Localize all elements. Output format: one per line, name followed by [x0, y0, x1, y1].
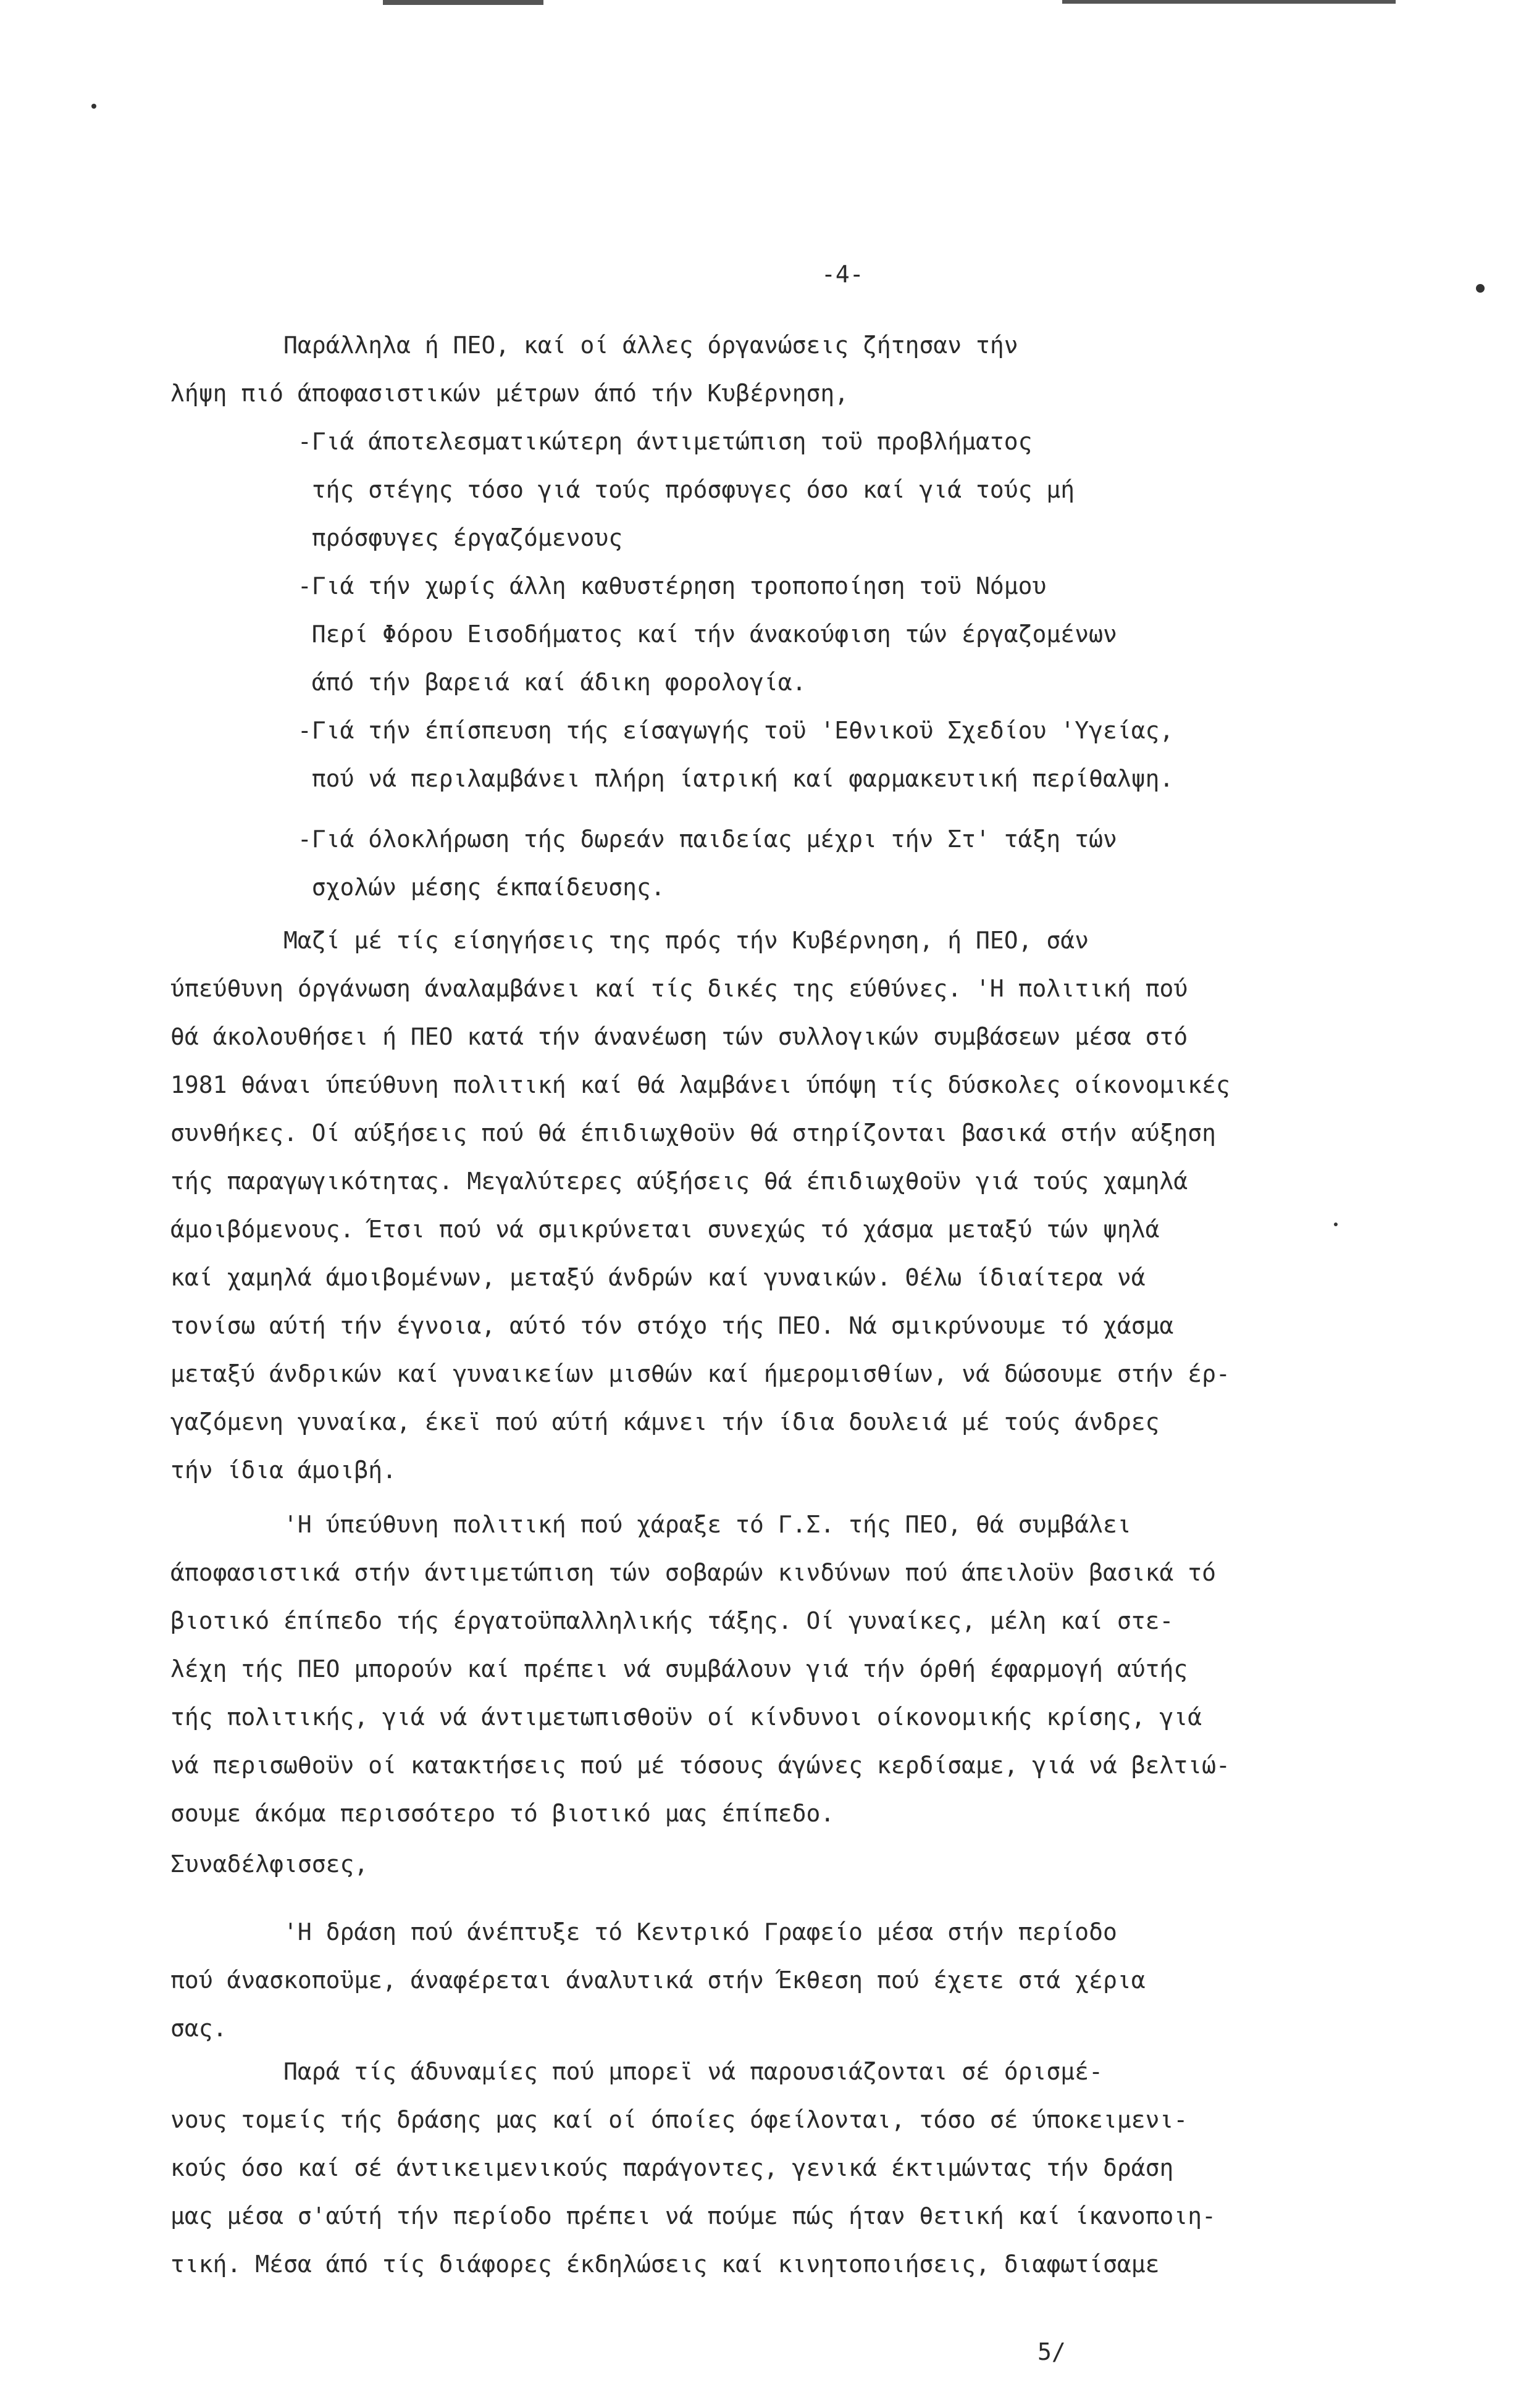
text-line: μεταξύ άνδρικών καί γυναικείων μισθών καί ήμερομισθίων, νά δώσουμε στήν έρ-: [170, 1360, 1230, 1387]
text-line: τής στέγης τόσο γιά τούς πρόσφυγες όσο καί γιά τούς μή: [170, 476, 1075, 503]
text-line: θά άκολουθήσει ή ΠΕΟ κατά τήν άνανέωση τών συλλογικών συμβάσεων μέσα στό: [170, 1023, 1188, 1050]
paragraph-assessment: [170, 2047, 1406, 2288]
demand-education: [170, 815, 1406, 911]
text-line: μας μέσα σ'αύτή τήν περίοδο πρέπει νά πούμε πώς ήταν θετική καί ίκανοποιη-: [170, 2202, 1216, 2230]
salutation: [170, 1840, 1406, 1888]
text-line: βιοτικό έπίπεδο τής έργατοϋπαλληλικής τάξης. Οί γυναίκες, μέλη καί στε-: [170, 1607, 1174, 1634]
paragraph-intro: [170, 321, 1406, 417]
text-line: -Γιά όλοκλήρωση τής δωρεάν παιδείας μέχρι τήν Στ' τάξη τών: [170, 826, 1117, 853]
paragraph-responsibility: [170, 916, 1406, 1494]
text-line: πού νά περιλαμβάνει πλήρη ίατρική καί φαρμακευτική περίθαλψη.: [170, 765, 1174, 792]
text-line: τική. Μέσα άπό τίς διάφορες έκδηλώσεις καί κινητοποιήσεις, διαφωτίσαμε: [170, 2251, 1160, 2278]
text-line: Μαζί μέ τίς είσηγήσεις της πρός τήν Κυβέρνηση, ή ΠΕΟ, σάν: [170, 927, 1089, 954]
paragraph-policy: [170, 1500, 1406, 1837]
text-line: λήψη πιό άποφασιστικών μέτρων άπό τήν Κυβέρνηση,: [170, 380, 849, 407]
text-line: τονίσω αύτή τήν έγνοια, αύτό τόν στόχο τής ΠΕΟ. Νά σμικρύνουμε τό χάσμα: [170, 1312, 1174, 1339]
text-line: καί χαμηλά άμοιβομένων, μεταξύ άνδρών καί γυναικών. Θέλω ίδιαίτερα νά: [170, 1264, 1146, 1291]
text-line: λέχη τής ΠΕΟ μπορούν καί πρέπει νά συμβάλουν γιά τήν όρθή έφαρμογή αύτής: [170, 1655, 1188, 1683]
text-line: πρόσφυγες έργαζόμενους: [170, 524, 623, 551]
scan-speck: [91, 104, 96, 109]
text-line: τής παραγωγικότητας. Μεγαλύτερες αύξήσεις θά έπιδιωχθοϋν γιά τούς χαμηλά: [170, 1168, 1188, 1195]
scan-edge-noise: [1062, 0, 1396, 4]
text-line: γαζόμενη γυναίκα, έκεϊ πού αύτή κάμνει τήν ίδια δουλειά μέ τούς άνδρες: [170, 1408, 1160, 1436]
text-line: σουμε άκόμα περισσότερο τό βιοτικό μας έπίπεδο.: [170, 1800, 835, 1827]
text-line: κούς όσο καί σέ άντικειμενικούς παράγοντες, γενικά έκτιμώντας τήν δράση: [170, 2154, 1174, 2181]
text-line: 'Η δράση πού άνέπτυξε τό Κεντρικό Γραφείο μέσα στήν περίοδο: [170, 1918, 1117, 1946]
continuation-marker: 5/: [1037, 2338, 1066, 2365]
text-line: Συναδέλφισσες,: [170, 1850, 369, 1878]
text-line: άποφασιστικά στήν άντιμετώπιση τών σοβαρών κινδύνων πού άπειλοϋν βασικά τό: [170, 1559, 1216, 1586]
text-line: Παρά τίς άδυναμίες πού μπορεϊ νά παρουσιάζονται σέ όρισμέ-: [170, 2058, 1103, 2085]
text-line: -Γιά άποτελεσματικώτερη άντιμετώπιση τοϋ προβλήματος: [170, 428, 1033, 455]
text-line: σχολών μέσης έκπαίδευσης.: [170, 874, 665, 901]
text-line: τήν ίδια άμοιβή.: [170, 1457, 397, 1484]
text-line: άπό τήν βαρειά καί άδικη φορολογία.: [170, 669, 807, 696]
page-number: -4-: [821, 261, 864, 288]
text-line: τής πολιτικής, γιά νά άντιμετωπισθοϋν οί κίνδυνοι οίκονομικής κρίσης, γιά: [170, 1704, 1202, 1731]
text-line: -Γιά τήν χωρίς άλλη καθυστέρηση τροποποίηση τοϋ Νόμου: [170, 572, 1047, 600]
scan-speck: [1476, 284, 1485, 293]
text-line: Παράλληλα ή ΠΕΟ, καί οί άλλες όργανώσεις ζήτησαν τήν: [170, 332, 1018, 359]
text-line: νά περισωθοϋν οί κατακτήσεις πού μέ τόσους άγώνες κερδίσαμε, γιά νά βελτιώ-: [170, 1752, 1230, 1779]
paragraph-activity: [170, 1908, 1406, 2052]
scan-edge-noise: [383, 0, 543, 5]
text-line: νους τομείς τής δράσης μας καί οί όποίες όφείλονται, τόσο σέ ύποκειμενι-: [170, 2106, 1188, 2133]
text-line: Περί Φόρου Εισοδήματος καί τήν άνακούφιση τών έργαζομένων: [170, 621, 1117, 648]
text-line: άμοιβόμενους. Έτσι πού νά σμικρύνεται συνεχώς τό χάσμα μεταξύ τών ψηλά: [170, 1216, 1160, 1243]
text-line: συνθήκες. Οί αύξήσεις πού θά έπιδιωχθοϋν θά στηρίζονται βασικά στήν αύξηση: [170, 1119, 1216, 1147]
text-line: 'Η ύπεύθυνη πολιτική πού χάραξε τό Γ.Σ. τής ΠΕΟ, θά συμβάλει: [170, 1511, 1131, 1538]
text-line: 1981 θάναι ύπεύθυνη πολιτική καί θά λαμβάνει ύπόψη τίς δύσκολες οίκονομικές: [170, 1071, 1230, 1098]
text-line: -Γιά τήν έπίσπευση τής είσαγωγής τοϋ 'Εθνικοϋ Σχεδίου 'Υγείας,: [170, 717, 1174, 744]
text-line: ύπεύθυνη όργάνωση άναλαμβάνει καί τίς δικές της εύθύνες. 'Η πολιτική πού: [170, 975, 1188, 1002]
text-line: σας.: [170, 2015, 227, 2042]
demands-list: [170, 417, 1406, 803]
text-line: πού άνασκοποϋμε, άναφέρεται άναλυτικά στήν Έκθεση πού έχετε στά χέρια: [170, 1967, 1146, 1994]
